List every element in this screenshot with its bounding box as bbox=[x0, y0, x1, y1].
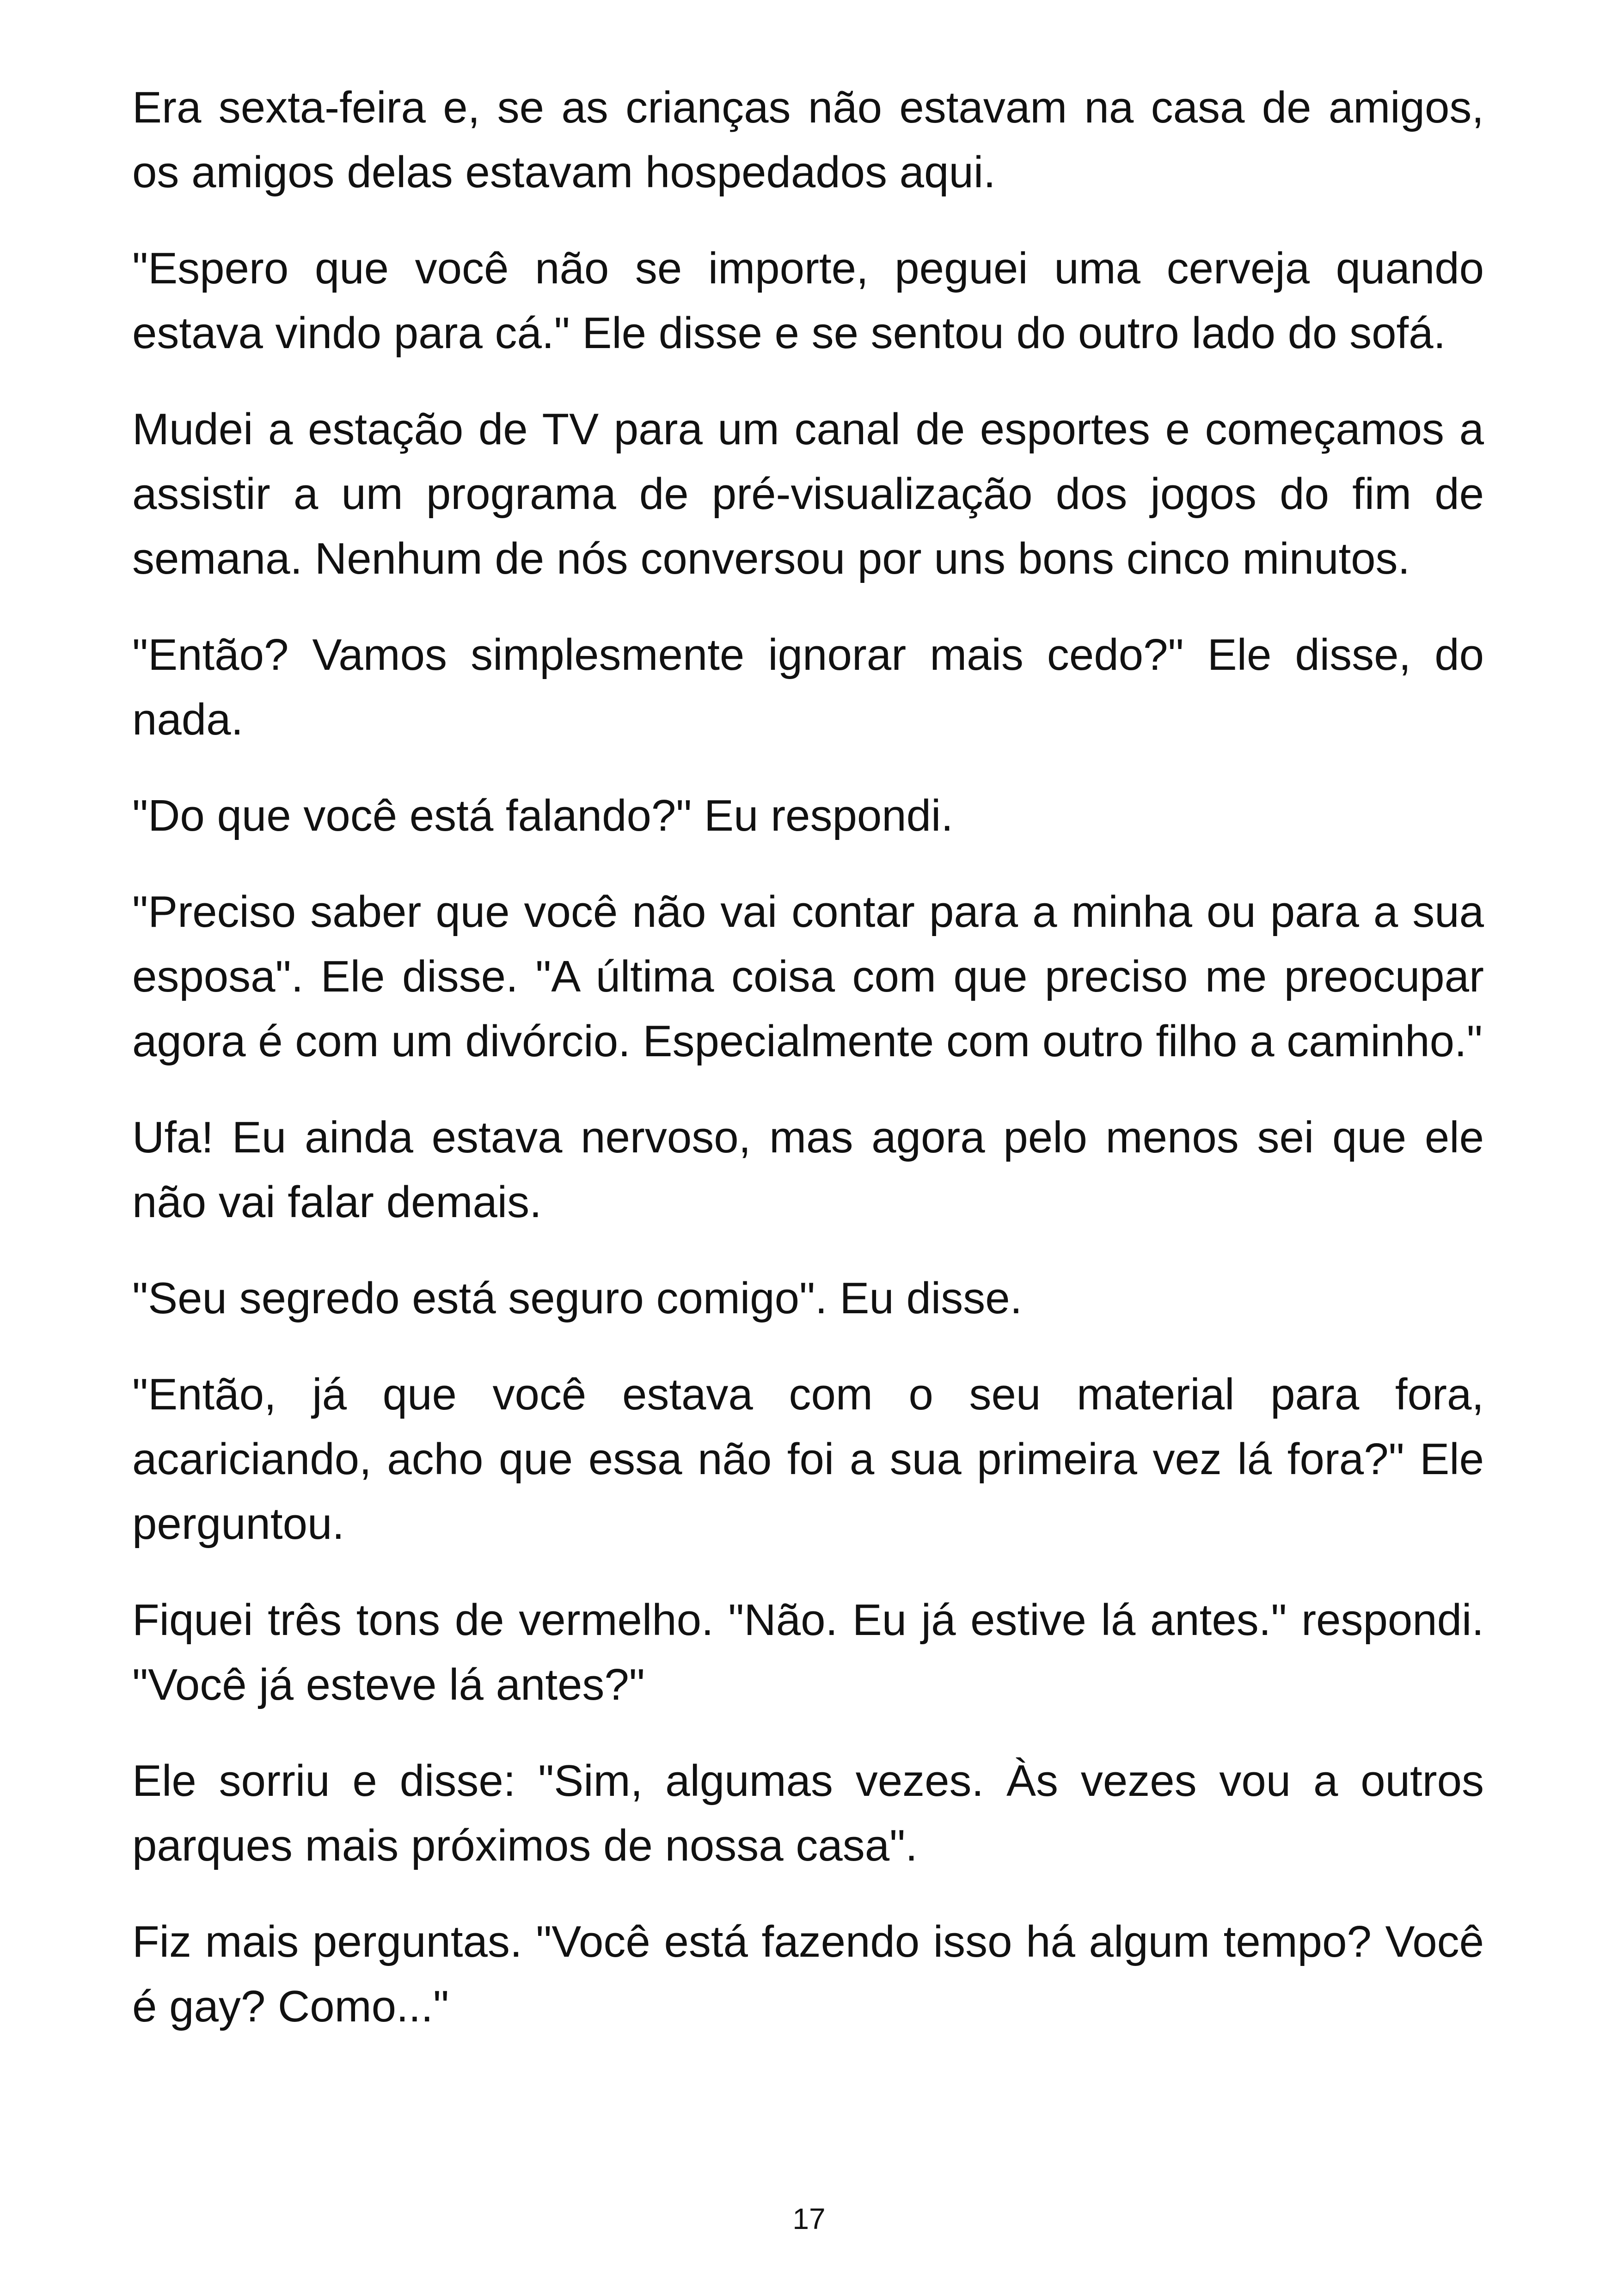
body-text bbox=[132, 75, 1484, 2070]
paragraph: "Do que você está falando?" Eu respondi. bbox=[132, 791, 953, 840]
paragraph: Fiz mais perguntas. "Você está fazendo isso há algum tempo? Você é gay? Como..." bbox=[132, 1917, 1484, 2031]
paragraph: "Então? Vamos simplesmente ignorar mais cedo?" Ele disse, do nada. bbox=[132, 630, 1484, 744]
paragraph: "Seu segredo está seguro comigo". Eu disse. bbox=[132, 1274, 1023, 1323]
paragraph: Mudei a estação de TV para um canal de esportes e começamos a assistir a um programa de pré-visualização dos jogos do fim de semana. Nenhum de nós conversou por uns bons cinco minutos. bbox=[132, 404, 1484, 583]
paragraph: "Espero que você não se importe, peguei uma cerveja quando estava vindo para cá." Ele disse e se sentou do outro lado do sofá. bbox=[132, 244, 1484, 358]
paragraph: "Então, já que você estava com o seu material para fora, acariciando, acho que essa não foi a sua primeira vez lá fora?" Ele perguntou. bbox=[132, 1370, 1484, 1549]
paragraph: Fiquei três tons de vermelho. "Não. Eu já estive lá antes." respondi. "Você já esteve lá antes?" bbox=[132, 1595, 1484, 1709]
paragraph: "Preciso saber que você não vai contar para a minha ou para a sua esposa". Ele disse. "A última coisa com que preciso me preocupar agora é com um divórcio. Especialmente com outro filho a caminho." bbox=[132, 887, 1484, 1066]
page-number: 17 bbox=[792, 2202, 826, 2235]
paragraph: Ele sorriu e disse: "Sim, algumas vezes. Às vezes vou a outros parques mais próximos de nossa casa". bbox=[132, 1756, 1484, 1870]
paragraph: Era sexta-feira e, se as crianças não estavam na casa de amigos, os amigos delas estavam hospedados aqui. bbox=[132, 83, 1484, 197]
paragraph: Ufa! Eu ainda estava nervoso, mas agora pelo menos sei que ele não vai falar demais. bbox=[132, 1113, 1484, 1227]
